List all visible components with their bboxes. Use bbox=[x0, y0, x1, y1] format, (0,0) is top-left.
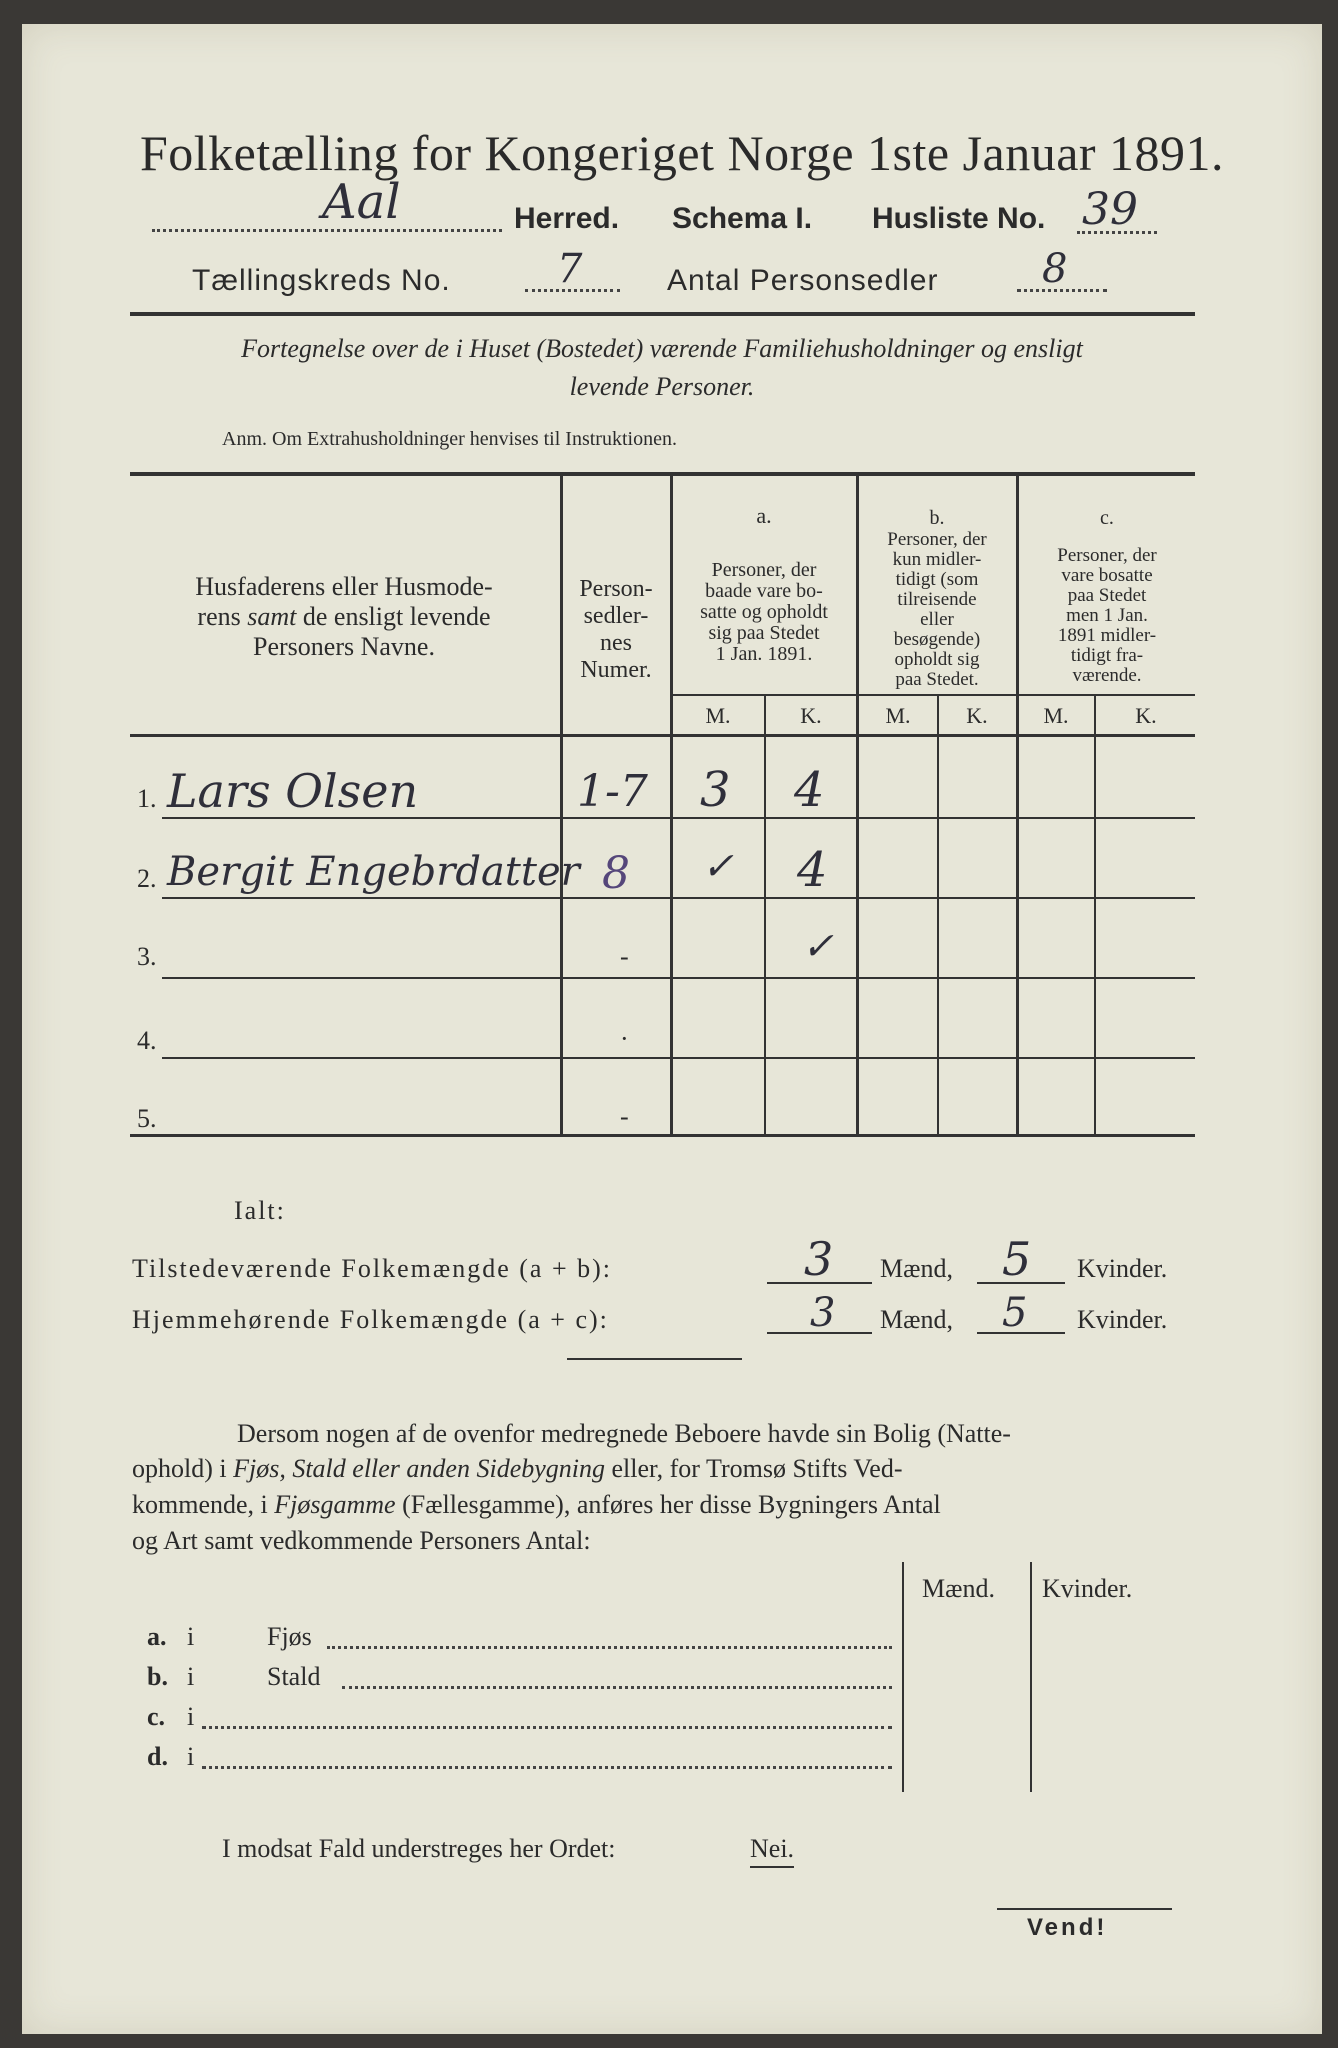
form-title: Folketælling for Kongeriget Norge 1ste Januar 1891. bbox=[139, 125, 1225, 181]
intro-line-1: Fortegnelse over de i Huset (Bostedet) værende Familiehusholdninger og ensligt bbox=[241, 334, 1083, 363]
kreds-label: Tællingskreds No. bbox=[192, 264, 451, 297]
col-name-header-part: de ensligt levende bbox=[296, 602, 491, 631]
para-part: (Fællesgamme), anføres her disse Bygningers Antal bbox=[395, 1490, 941, 1519]
building-dotted-line bbox=[327, 1646, 892, 1649]
c-k-label: K. bbox=[1135, 703, 1157, 728]
col-num-header-line: sedler- bbox=[583, 603, 649, 629]
row-a-k: 4 bbox=[797, 842, 828, 898]
col-b-header-line: tidigt (som bbox=[895, 569, 979, 590]
kreds-value: 7 bbox=[557, 246, 583, 292]
row-a-k: 4 bbox=[794, 762, 825, 818]
building-dotted-line bbox=[202, 1726, 892, 1729]
col-a-header-line: Personer, der bbox=[711, 559, 817, 581]
hjemme-maend: Mænd, bbox=[880, 1305, 953, 1334]
building-label: Fjøs bbox=[267, 1622, 312, 1651]
col-divider-b bbox=[856, 476, 859, 1136]
col-c-header-line: men 1 Jan. bbox=[1066, 605, 1148, 626]
row-number: 5. bbox=[137, 1104, 157, 1133]
col-num-header bbox=[564, 576, 668, 684]
schema-label: Schema I. bbox=[672, 202, 813, 235]
vend-text: Vend! bbox=[1027, 1914, 1108, 1941]
building-i: i bbox=[187, 1622, 195, 1651]
col-c-header bbox=[1020, 546, 1194, 686]
hjemme-label: Hjemmehørende Folkemængde (a + c): bbox=[132, 1305, 609, 1334]
col-a-header bbox=[674, 560, 854, 665]
husliste-label: Husliste No. bbox=[872, 202, 1046, 235]
husliste-value: 39 bbox=[1082, 184, 1138, 235]
tilstede-k-value: 5 bbox=[1002, 1232, 1032, 1286]
mk-subheader-rule bbox=[670, 694, 1195, 696]
col-b-header-line: tilreisende bbox=[897, 589, 977, 610]
modsat-text: I modsat Fald understreges her Ordet: bbox=[222, 1834, 616, 1863]
b-k-label: K. bbox=[966, 703, 988, 728]
col-c-header-line: vare bosatte bbox=[1061, 565, 1153, 586]
col-b-header-line: opholdt sig bbox=[894, 649, 980, 670]
b-m-label: M. bbox=[885, 703, 911, 728]
personsedler-label: Antal Personsedler bbox=[667, 264, 939, 297]
building-i: i bbox=[187, 1662, 195, 1691]
table-top-rule bbox=[130, 472, 1195, 476]
table-bottom-rule bbox=[130, 1134, 1195, 1137]
col-name-header-part: samt bbox=[247, 602, 297, 631]
col-divider-b-mk bbox=[937, 694, 939, 1136]
ialt-label: Ialt: bbox=[234, 1196, 286, 1225]
col-a-letter: a. bbox=[756, 503, 772, 528]
col-name-header-line bbox=[134, 602, 554, 632]
herred-value: Aal bbox=[322, 174, 401, 230]
personsedler-value: 8 bbox=[1042, 246, 1068, 292]
col-b-header-line: paa Stedet. bbox=[895, 669, 979, 690]
col-c-header-line: Personer, der bbox=[1057, 545, 1157, 566]
building-letter: d. bbox=[147, 1742, 168, 1771]
row-rule-3 bbox=[162, 977, 1195, 979]
col-divider-c bbox=[1016, 476, 1019, 1136]
col-a-header-line: 1 Jan. 1891. bbox=[715, 643, 813, 665]
col-divider-a-mk bbox=[764, 694, 766, 1136]
building-letter: c. bbox=[147, 1702, 166, 1731]
col-b-letter: b. bbox=[929, 507, 945, 529]
row-a-k: ✓ bbox=[802, 924, 834, 968]
hjemme-m-value: 3 bbox=[810, 1290, 836, 1336]
row-number: 4. bbox=[137, 1026, 157, 1055]
row-a-m: ✓ bbox=[702, 844, 734, 888]
row-name: Bergit Engebrdatter bbox=[167, 849, 580, 895]
building-i: i bbox=[187, 1742, 195, 1771]
building-label: Stald bbox=[267, 1662, 321, 1691]
col-num-header-line: nes bbox=[600, 630, 632, 656]
para-part: eller, for Tromsø Stifts Ved- bbox=[605, 1454, 903, 1483]
tilstede-m-value: 3 bbox=[804, 1232, 834, 1286]
para-line-2 bbox=[132, 1454, 903, 1484]
col-name-header bbox=[134, 572, 554, 662]
hjemme-k-value: 5 bbox=[1002, 1290, 1028, 1336]
tilstede-label: Tilstedeværende Folkemængde (a + b): bbox=[132, 1254, 612, 1283]
tilstede-maend: Mænd, bbox=[880, 1254, 953, 1283]
col-c-header-line: 1891 midler- bbox=[1057, 625, 1157, 646]
tilstede-kvinder: Kvinder. bbox=[1077, 1254, 1168, 1283]
row-personseddel-num: - bbox=[620, 942, 629, 971]
col-a-header-line: baade vare bo- bbox=[705, 580, 823, 602]
anm-note: Anm. Om Extrahusholdninger henvises til Instruktionen. bbox=[222, 428, 677, 450]
header-divider bbox=[130, 312, 1195, 316]
col-c-header-line: værende. bbox=[1072, 665, 1142, 686]
nei-word: Nei. bbox=[750, 1834, 794, 1868]
col-num-header-line: Numer. bbox=[580, 657, 652, 683]
row-personseddel-num: · bbox=[620, 1024, 629, 1053]
building-letter: b. bbox=[147, 1662, 168, 1691]
row-personseddel-num: 1-7 bbox=[577, 766, 648, 817]
buildings-divider-2 bbox=[1030, 1562, 1032, 1792]
building-dotted-line bbox=[342, 1686, 892, 1689]
table-header-rule bbox=[130, 734, 1195, 737]
col-num-header-line: Person- bbox=[579, 576, 653, 602]
row-rule-2 bbox=[162, 897, 1195, 899]
buildings-divider-1 bbox=[902, 1562, 904, 1792]
row-number: 2. bbox=[137, 864, 157, 893]
a-m-label: M. bbox=[705, 703, 731, 728]
col-divider-num bbox=[560, 476, 563, 1136]
c-m-label: M. bbox=[1043, 703, 1069, 728]
herred-label: Herred. bbox=[514, 202, 620, 235]
col-b-header bbox=[860, 530, 1014, 690]
para-part: Fjøs, Stald eller anden Sidebygning bbox=[233, 1454, 605, 1483]
row-rule-4 bbox=[162, 1057, 1195, 1059]
col-name-header-line: Husfaderens eller Husmode- bbox=[195, 572, 493, 601]
row-number: 1. bbox=[137, 784, 157, 813]
a-k-label: K. bbox=[800, 703, 822, 728]
buildings-maend-header: Mænd. bbox=[922, 1574, 995, 1603]
para-line-4: og Art samt vedkommende Personers Antal: bbox=[132, 1526, 591, 1555]
row-a-m: 3 bbox=[700, 762, 731, 818]
row-name: Lars Olsen bbox=[167, 764, 419, 818]
para-part: kommende, i bbox=[132, 1490, 275, 1519]
col-divider-c-mk bbox=[1094, 694, 1096, 1136]
census-form-page bbox=[22, 24, 1322, 2034]
col-name-header-part: rens bbox=[197, 602, 248, 631]
col-name-header-line: Personers Navne. bbox=[253, 632, 435, 661]
building-i: i bbox=[187, 1702, 195, 1731]
para-line-3 bbox=[132, 1490, 941, 1520]
col-c-letter: c. bbox=[1100, 507, 1114, 529]
col-a-header-line: satte og opholdt bbox=[700, 601, 828, 623]
row-personseddel-num: 8 bbox=[602, 848, 630, 899]
row-personseddel-num: - bbox=[620, 1102, 629, 1131]
para-part: Fjøsgamme bbox=[274, 1490, 396, 1519]
col-b-header-line: eller bbox=[920, 609, 954, 630]
para-line-1: Dersom nogen af de ovenfor medregnede Beboere havde sin Bolig (Natte- bbox=[237, 1419, 1011, 1448]
col-b-header-line: besøgende) bbox=[893, 629, 981, 650]
col-b-header-line: Personer, der bbox=[887, 529, 987, 550]
col-c-header-line: paa Stedet bbox=[1067, 585, 1147, 606]
section-divider bbox=[567, 1358, 742, 1360]
intro-line-2: levende Personer. bbox=[569, 372, 755, 401]
col-a-header-line: sig paa Stedet bbox=[708, 622, 820, 644]
building-dotted-line bbox=[202, 1766, 892, 1769]
row-number: 3. bbox=[137, 942, 157, 971]
buildings-kvinder-header: Kvinder. bbox=[1042, 1574, 1133, 1603]
hjemme-kvinder: Kvinder. bbox=[1077, 1305, 1168, 1334]
para-part: ophold) i bbox=[132, 1454, 234, 1483]
vend-line bbox=[997, 1908, 1172, 1910]
col-b-header-line: kun midler- bbox=[892, 549, 982, 570]
col-divider-a bbox=[670, 476, 673, 1136]
building-letter: a. bbox=[147, 1622, 167, 1651]
col-c-header-line: tidigt fra- bbox=[1070, 645, 1144, 666]
